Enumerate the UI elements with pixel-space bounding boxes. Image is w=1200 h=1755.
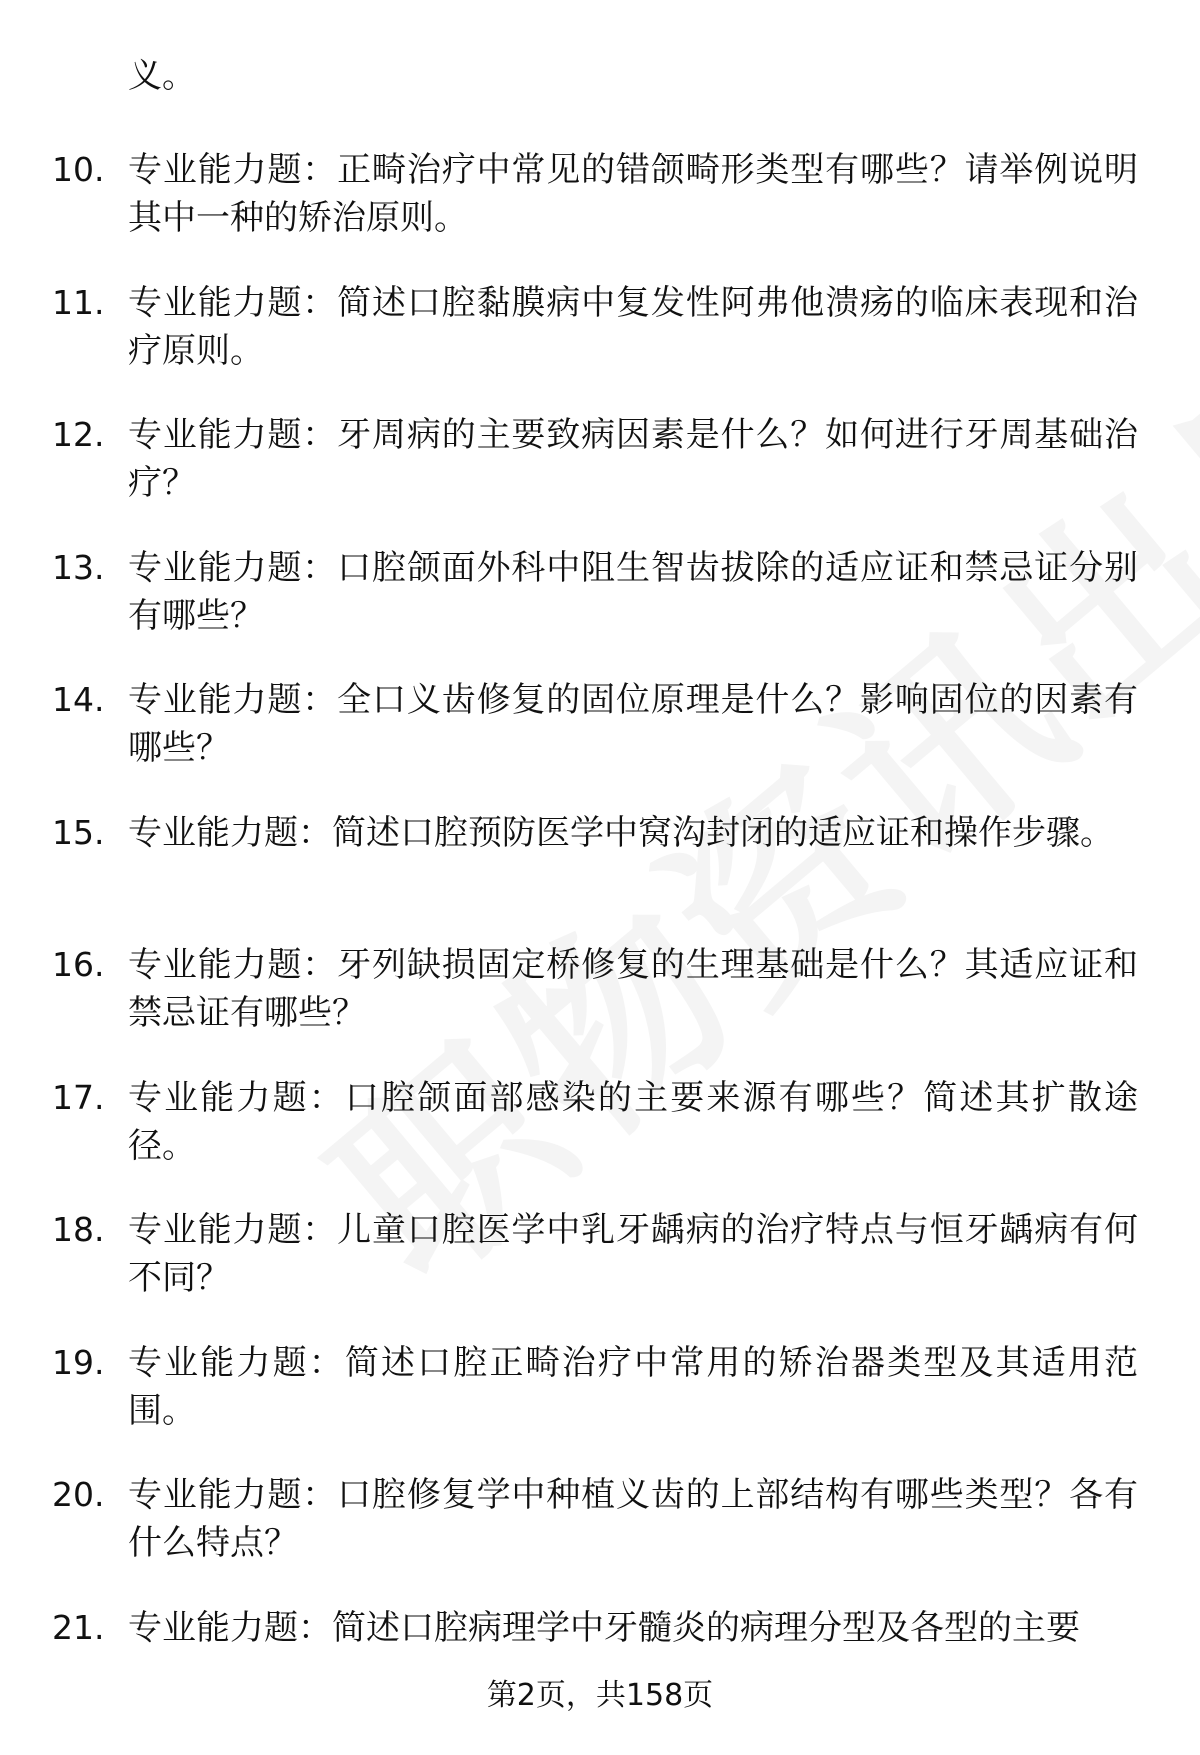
question-number: 19. <box>52 1342 105 1382</box>
question-item <box>0 273 1200 406</box>
question-item <box>0 140 1200 273</box>
question-number: 18. <box>52 1210 105 1249</box>
question-item <box>0 1200 1200 1333</box>
question-number: 14. <box>52 680 105 719</box>
question-item <box>0 538 1200 671</box>
question-number: 15. <box>52 812 105 852</box>
question-text: 专业能力题：简述口腔病理学中牙髓炎的病理分型及各型的主要 <box>128 1607 1080 1648</box>
question-item <box>0 935 1200 1068</box>
question-item <box>0 1068 1200 1201</box>
continuation-text: 义。 <box>128 56 196 96</box>
question-text: 专业能力题：简述口腔正畸治疗中常用的矫治器类型及其适用范围。 <box>128 1342 1138 1431</box>
question-item <box>0 803 1200 936</box>
question-text: 专业能力题：全口义齿修复的固位原理是什么？影响固位的因素有哪些？ <box>128 680 1138 768</box>
question-text: 专业能力题：简述口腔黏膜病中复发性阿弗他溃疡的临床表现和治疗原则。 <box>128 282 1138 371</box>
question-text: 专业能力题：简述口腔预防医学中窝沟封闭的适应证和操作步骤。 <box>128 812 1114 853</box>
question-number: 12. <box>52 415 105 454</box>
question-item <box>0 1333 1200 1466</box>
question-number: 13. <box>52 547 105 587</box>
question-number: 11. <box>52 282 105 322</box>
question-text: 专业能力题：正畸治疗中常见的错颌畸形类型有哪些？请举例说明其中一种的矫治原则。 <box>128 150 1138 238</box>
question-number: 20. <box>52 1475 105 1514</box>
question-text: 专业能力题：口腔颌面外科中阻生智齿拔除的适应证和禁忌证分别有哪些？ <box>128 547 1138 636</box>
question-number: 21. <box>52 1607 105 1647</box>
question-text: 专业能力题：儿童口腔医学中乳牙龋病的治疗特点与恒牙龋病有何不同？ <box>128 1210 1138 1298</box>
question-item <box>0 1465 1200 1598</box>
page-footer: 第2页，共158页 <box>486 1678 714 1713</box>
question-item <box>0 405 1200 538</box>
question-text: 专业能力题：口腔颌面部感染的主要来源有哪些？简述其扩散途径。 <box>128 1077 1138 1166</box>
question-number: 17. <box>52 1077 105 1117</box>
question-text: 专业能力题：牙列缺损固定桥修复的生理基础是什么？其适应证和禁忌证有哪些？ <box>128 945 1138 1033</box>
question-list <box>0 140 1200 1730</box>
question-number: 10. <box>52 150 105 189</box>
question-text: 专业能力题：牙周病的主要致病因素是什么？如何进行牙周基础治疗？ <box>128 415 1138 503</box>
question-text: 专业能力题：口腔修复学中种植义齿的上部结构有哪些类型？各有什么特点？ <box>128 1475 1138 1563</box>
question-number: 16. <box>52 945 105 984</box>
question-item <box>0 670 1200 803</box>
